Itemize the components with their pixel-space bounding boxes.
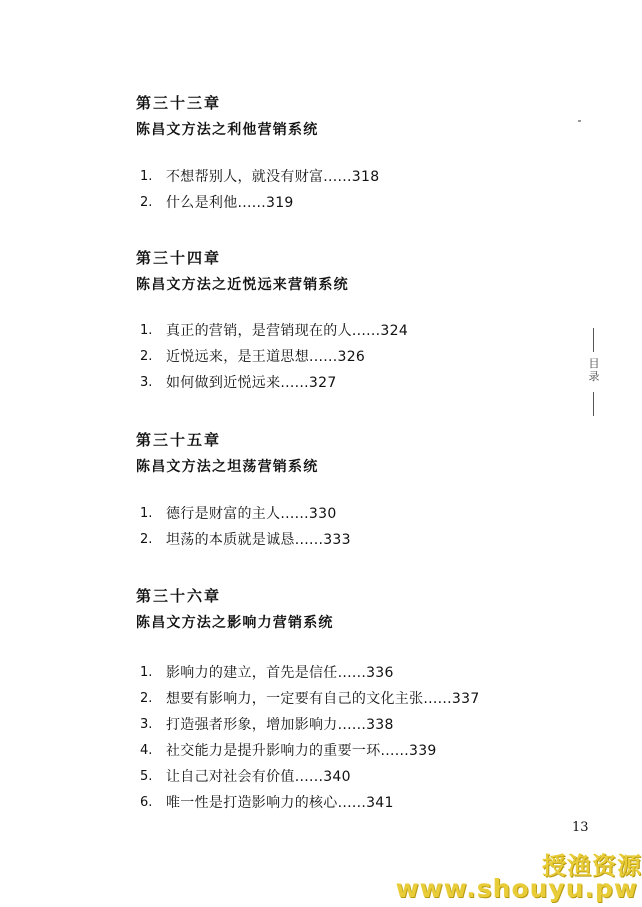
item-number: 1. <box>140 169 153 184</box>
chapter-number: 第三十四章 <box>136 249 222 267</box>
watermark-url: www.shouyu.pw <box>395 874 638 903</box>
toc-list <box>136 664 556 820</box>
watermark-title: 授渔资源 <box>542 852 642 880</box>
item-number: 2. <box>140 532 153 547</box>
item-number: 1. <box>140 506 153 521</box>
chapter-number: 第三十三章 <box>136 94 222 112</box>
page-number: 13 <box>572 820 589 835</box>
toc-list <box>136 168 556 220</box>
side-contents-tab <box>587 328 601 416</box>
toc-item[interactable] <box>136 348 556 374</box>
scan-speck <box>578 120 581 122</box>
item-number: 1. <box>140 665 153 680</box>
item-number: 1. <box>140 323 153 338</box>
toc-list <box>136 505 556 557</box>
toc-item[interactable] <box>136 664 556 690</box>
item-text: 想要有影响力，一定要有自己的文化主张......337 <box>166 691 480 707</box>
item-number: 2. <box>140 691 153 706</box>
contents-label: 目录 <box>588 357 600 383</box>
item-text: 真正的营销，是营销现在的人......324 <box>166 323 409 339</box>
chapter-34 <box>136 249 556 400</box>
chapter-title: 陈昌文方法之坦荡营销系统 <box>136 459 319 475</box>
item-text: 什么是利他......319 <box>166 195 294 211</box>
chapter-number: 第三十六章 <box>136 587 222 605</box>
item-text: 社交能力是提升影响力的重要一环......339 <box>166 743 437 759</box>
tab-rule-bottom <box>593 392 594 416</box>
toc-item[interactable] <box>136 794 556 820</box>
item-text: 坦荡的本质就是诚恳......333 <box>166 532 351 548</box>
item-number: 3. <box>140 717 153 732</box>
chapter-36 <box>136 587 556 820</box>
chapter-title: 陈昌文方法之近悦远来营销系统 <box>136 277 349 293</box>
item-number: 4. <box>140 743 153 758</box>
toc-item[interactable] <box>136 505 556 531</box>
item-number: 2. <box>140 195 153 210</box>
toc-item[interactable] <box>136 374 556 400</box>
toc-list <box>136 322 556 400</box>
item-text: 近悦远来，是王道思想......326 <box>166 349 366 365</box>
chapter-number: 第三十五章 <box>136 431 222 449</box>
item-text: 打造强者形象，增加影响力......338 <box>166 717 394 733</box>
chapter-35 <box>136 431 556 557</box>
toc-item[interactable] <box>136 690 556 716</box>
toc-item[interactable] <box>136 194 556 220</box>
item-number: 3. <box>140 375 153 390</box>
tab-rule-top <box>593 328 594 352</box>
item-number: 6. <box>140 795 153 810</box>
chapter-title: 陈昌文方法之影响力营销系统 <box>136 615 334 631</box>
toc-item[interactable] <box>136 768 556 794</box>
toc-item[interactable] <box>136 322 556 348</box>
item-text: 不想帮别人，就没有财富......318 <box>166 169 380 185</box>
toc-item[interactable] <box>136 716 556 742</box>
item-text: 德行是财富的主人......330 <box>166 506 337 522</box>
item-text: 唯一性是打造影响力的核心......341 <box>166 795 394 811</box>
item-text: 让自己对社会有价值......340 <box>166 769 351 785</box>
item-text: 影响力的建立，首先是信任......336 <box>166 665 394 681</box>
chapter-33 <box>136 94 556 220</box>
chapter-title: 陈昌文方法之利他营销系统 <box>136 122 319 138</box>
toc-item[interactable] <box>136 742 556 768</box>
toc-item[interactable] <box>136 531 556 557</box>
item-number: 2. <box>140 349 153 364</box>
toc-item[interactable] <box>136 168 556 194</box>
item-text: 如何做到近悦远来......327 <box>166 375 337 391</box>
item-number: 5. <box>140 769 153 784</box>
